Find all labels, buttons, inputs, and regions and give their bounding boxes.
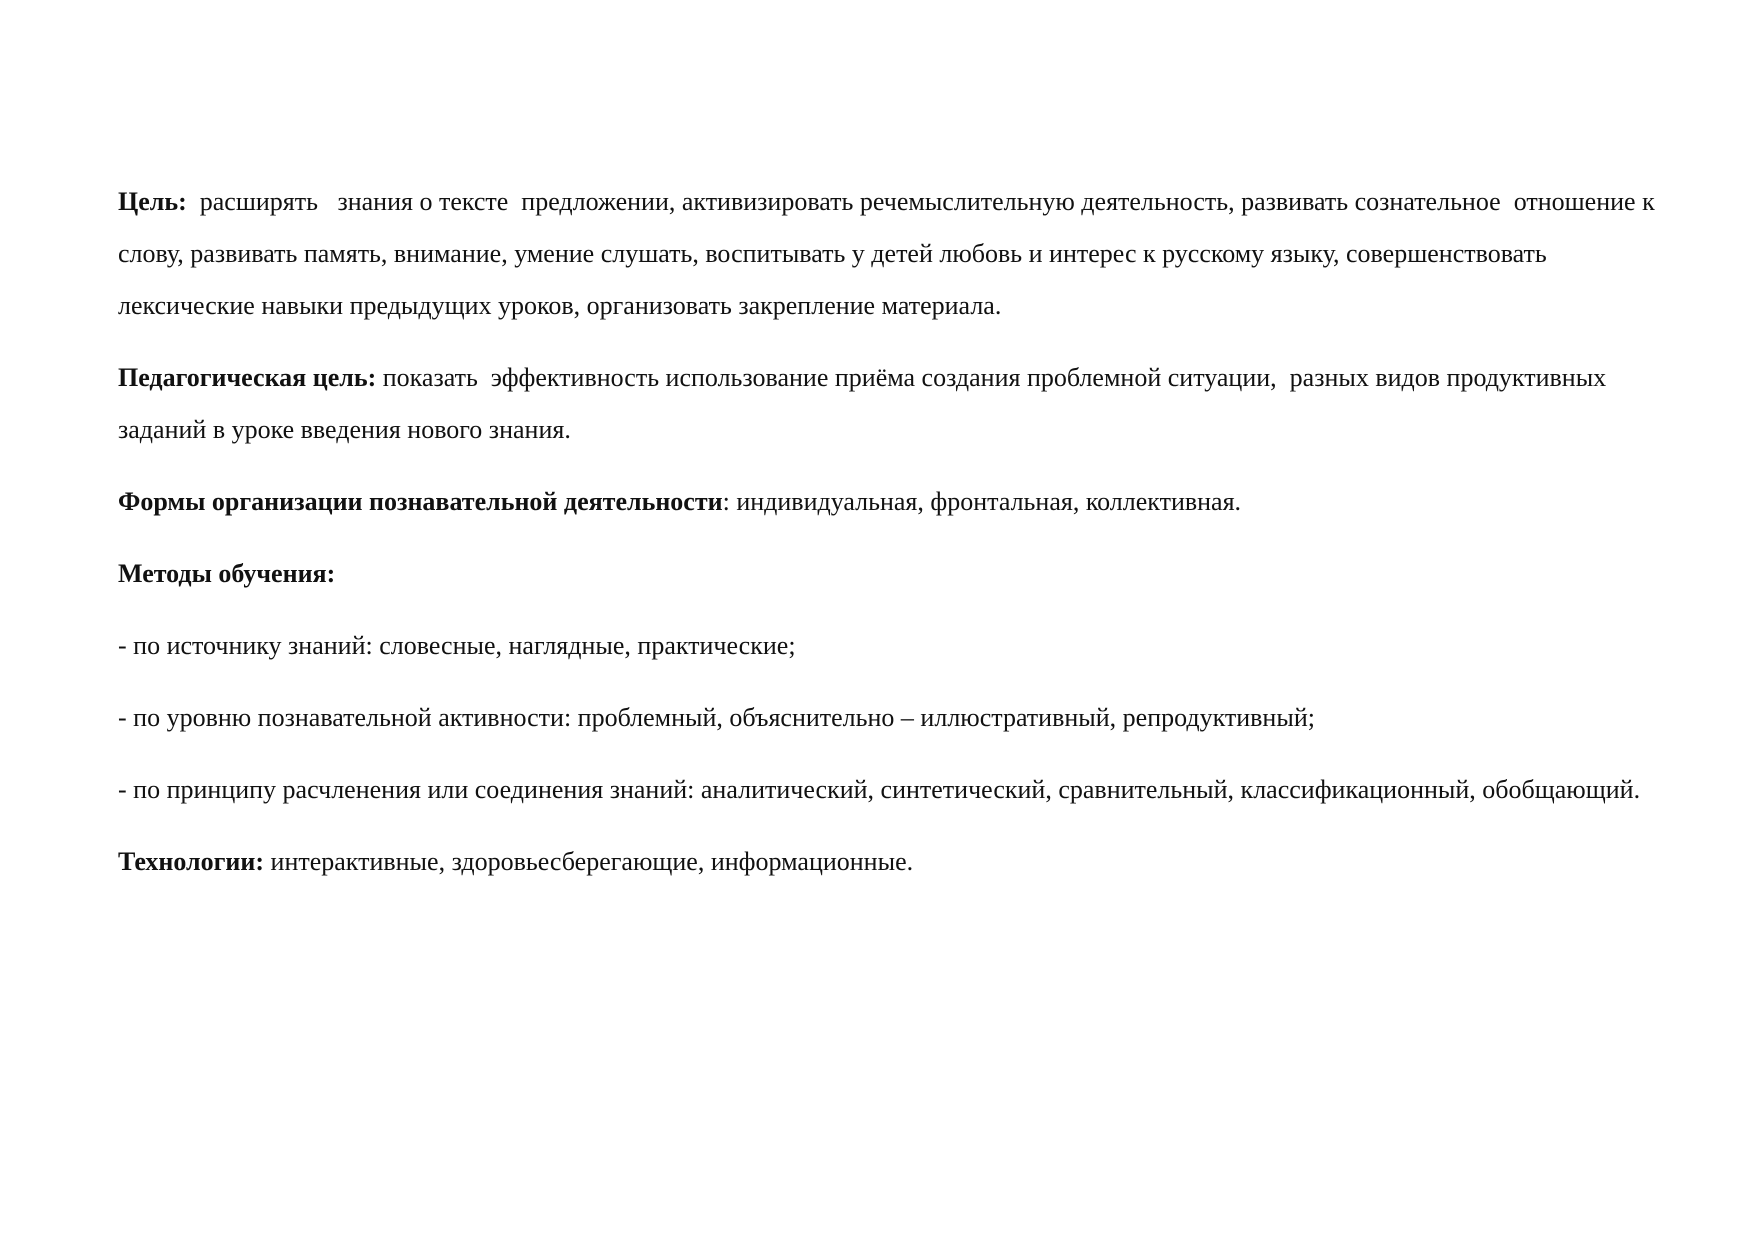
method-by-source-text: - по источнику знаний: словесные, наглядные, практические; — [118, 631, 796, 660]
technologies-text: интерактивные, здоровьесберегающие, информационные. — [264, 847, 914, 876]
goal-text: расширять знания о тексте предложении, активизировать речемыслительную деятельность, развивать сознательное отношение к слову, развивать память, внимание, умение слушать, воспитывать у детей любовь и интерес к русскому языку, совершенствовать лексические навыки предыдущих уроков, организовать закрепление материала. — [118, 187, 1662, 320]
goal-label: Цель: — [118, 187, 187, 216]
method-by-activity-level-text: - по уровню познавательной активности: проблемный, объяснительно – иллюстративный, репродуктивный; — [118, 703, 1315, 732]
pedagogical-goal-label: Педагогическая цель: — [118, 363, 377, 392]
pedagogical-goal-paragraph — [118, 352, 1658, 456]
goal-paragraph — [118, 176, 1662, 332]
teaching-methods-label: Методы обучения: — [118, 559, 336, 588]
teaching-methods-heading — [118, 548, 1658, 600]
activity-forms-text: : индивидуальная, фронтальная, коллективная. — [722, 487, 1242, 516]
document-body — [118, 176, 1662, 908]
technologies-paragraph — [118, 836, 1658, 888]
method-by-source-item — [118, 620, 1658, 672]
method-by-division-principle-item — [118, 764, 1658, 816]
method-by-activity-level-item — [118, 692, 1658, 744]
method-by-division-principle-text: - по принципу расчленения или соединения знаний: аналитический, синтетический, сравнительный, классификационный, обобщающий. — [118, 775, 1641, 804]
pedagogical-goal-text: показать эффективность использование приёма создания проблемной ситуации, разных видов продуктивных заданий в уроке введения нового знания. — [118, 363, 1613, 444]
activity-forms-paragraph — [118, 476, 1658, 528]
activity-forms-label: Формы организации познавательной деятельности — [118, 487, 723, 516]
technologies-label: Технологии: — [118, 847, 265, 876]
